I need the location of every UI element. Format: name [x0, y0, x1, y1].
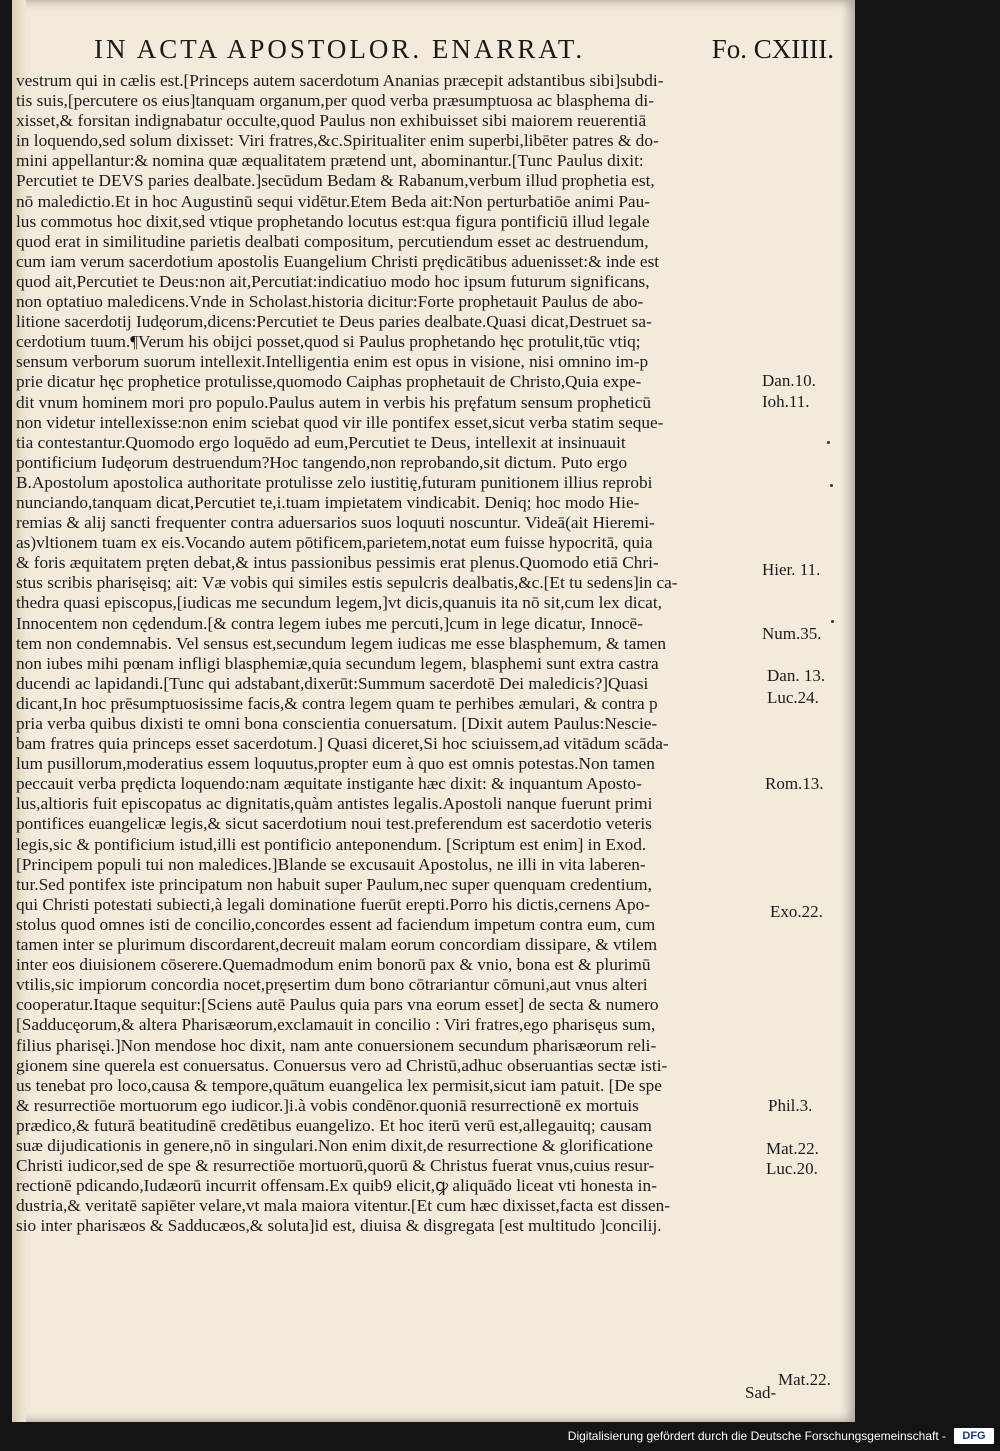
margin-note: Num.35. [762, 624, 822, 643]
dfg-logo: DFG [954, 1428, 994, 1444]
text-line: [Sadducęorum,& altera Pharisæorum,exclamauit in concilio : Viri fratres,ego pharisęus sum, [16, 1015, 656, 1035]
margin-note: Rom.13. [765, 774, 824, 793]
text-line: bam fratres quia princeps esset sacerdotum.] Quasi diceret,Si hoc sciuissem,ad vitādum scāda- [16, 734, 669, 754]
text-line: tur.Sed pontifex iste principatum non habuit super Paulum,nec super quenquam credentium, [16, 874, 652, 894]
running-title: IN ACTA APOSTOLOR. ENARRAT. [94, 34, 586, 64]
text-line: litione sacerdotij Iudęorum,dicens:Percutiet te Deus paries dealbate.Quasi dicat,Destruet sa- [16, 312, 652, 332]
catchword: Sad- [745, 1383, 777, 1402]
text-line: prædico,& futurā beatitudinē credētibus euangelizo. Et hoc iterū verū est,allegauitq; causam [16, 1115, 652, 1135]
running-header [94, 34, 834, 70]
text-line: sio inter pharisæos & Sadducæos,& soluta]id est, diuisa & disgregata [est multitudo ]concilij. [16, 1216, 662, 1236]
margin-note: Exo.22. [770, 902, 823, 921]
text-line: cerdotium tuum.¶Verum his obijci posset,quod si Paulus prophetando hęc protulit,tūc vtiq; [16, 332, 641, 352]
text-line: pontificium Iudęorum destruendum?Hoc tangendo,non reprobando,sit dictum. Puto ergo [16, 452, 628, 472]
text-line: inter eos diuisionem cōserere.Quemadmodum enim bonorū pax & vnio, bona est & plurimū [16, 955, 651, 975]
text-line: stus scribis pharisęisq; ait: Væ vobis qui similes estis sepulcris dealbatis,&c.[Et tu sedens]in ca- [16, 573, 678, 593]
margin-note: Ioh.11. [762, 392, 810, 411]
text-line: sensum verborum suorum intellexit.Intelligentia enim est opus in visione, nisi omnino im-p [16, 352, 649, 372]
paper-speck [830, 484, 833, 487]
text-line: non optatiuo maledicens.Vnde in Scholast.historia dicitur:Forte prophetauit Paulus de abo- [16, 292, 644, 312]
text-line: xisset,& forsitan indignabatur occulte,quod Paulus non exhibuisset sibi maiorem reuerentiā [16, 111, 647, 131]
text-line: remias & alij sancti frequenter contra aduersarios suos loquuti noscuntur. Videā(ait Hieremi- [16, 513, 655, 533]
text-line: rectionē pdicando,Iudæorū incurrit offensam.Ex quib9 elicit,ꝙ aliquādo liceat vti honesta in- [16, 1176, 657, 1196]
text-line: nō maledictio.Et in hoc Augustinū sequi vidētur.Etem Beda ait:Non perturbatiōe animi Pau- [16, 191, 650, 211]
paper-speck [827, 441, 830, 444]
margin-note: Mat.22. [778, 1370, 831, 1389]
text-line: quod erat in similitudine parietis dealbati compositum, percutiendum esset ac destruendum, [16, 231, 649, 251]
body-text [16, 71, 768, 1236]
book-page [12, 0, 855, 1422]
margin-note: Dan. 13. [767, 666, 826, 685]
text-line: pria verba quibus dixisti te omni bona conscientia conuersatum. [Dixit autem Paulus:Nescie- [16, 714, 658, 733]
margin-note: Dan.10. [762, 371, 816, 390]
text-line: dit vnum hominem mori pro populo.Paulus autem in verbis his pręfatum sensum propheticū [16, 392, 652, 412]
text-line: tamen inter se plurimum discordarent,decreuit malam eorum concordiam dissipare, & vtilem [16, 935, 658, 955]
text-line: [Principem populi tui non maledices.]Blande se excusauit Apostolus, ne illi in vita laberen- [16, 854, 646, 874]
text-line: us tenebat pro loco,causa & tempore,quātum euangelica lex permisit,sicut iam patuit. [De spe [16, 1075, 662, 1095]
margin-note: Luc.24. [767, 688, 819, 707]
text-line: Innocentem non cędendum.[& contra legem iubes me percuti,]cum in lege dicatur, Innocē- [16, 613, 643, 633]
margin-note: Luc.20. [766, 1159, 818, 1178]
folio-number: Fo. CXIIII. [711, 34, 834, 64]
paper-speck [831, 620, 834, 623]
text-line: prie dicatur hęc prophetice protulisse,quomodo Caiphas prophetauit de Christo,Quia expe- [16, 372, 642, 392]
text-line: thedra quasi episcopus,[iudicas me secundum legem,]vt dicis,quanuis ita nō sit,cum lex dicat, [16, 593, 662, 613]
text-line: filius pharisęi.]Non mendose hoc dixit, nam ante conuersionem secundum pharisæorum reli- [16, 1035, 657, 1055]
footer-bar [0, 1422, 1000, 1451]
text-line: mini appellantur:& nomina quæ æqualitatem prætend unt, abominantur.[Tunc Paulus dixit: [16, 151, 644, 171]
text-line: gionem sine querela est conuersatus. Conuersus vero ad Christū,adhuc obseruantias sectæ isti- [16, 1055, 668, 1075]
margin-note: Hier. 11. [762, 560, 821, 579]
text-line: tem non condemnabis. Vel sensus est,secundum legem iudicas me esse blasphemum, & tamen [16, 633, 666, 653]
text-line: suæ dijudicationis in genere,nō in singulari.Non enim dixit,de resurrectione & glorificatione [16, 1135, 653, 1155]
text-line: pontifices euangelicæ legis,& sicut sacerdotium noui test.preferendum est sacerdotio veteris [16, 814, 652, 834]
text-line: & foris æquitatem pręten debat,& intus passionibus pessimis erat plenus.Quomodo etiā Chri- [16, 553, 659, 573]
text-line: cum iam verum sacerdotium apostolis Euangelium Christi prędicātibus aduenisset:& inde est [16, 251, 660, 271]
text-line: tis suis,[percutere os eius]tanquam organum,per quod verba præsumptuosa ac blasphema di- [16, 91, 654, 111]
text-line: ducendi ac lapidandi.[Tunc qui adstabant,dixerūt:Summum sacerdotē Dei maledicis?]Quasi [16, 673, 649, 693]
text-line: lus,altioris fuit episcopatus ac dignitatis,quàm antistes legalis.Apostoli nanque fuerunt primi [16, 794, 653, 814]
margin-note: Mat.22. [766, 1139, 819, 1158]
margin-note: Phil.3. [768, 1096, 813, 1115]
text-line: quod ait,Percutiet te Deus:non ait,Percutiat:indicatiuo modo hoc ipsum futurum significans, [16, 271, 650, 291]
text-line: as)vltionem tuam ex eis.Vocando autem pōtificem,parietem,notat eum fuisse hypocritā, quia [16, 533, 653, 553]
text-line: & resurrectiōe mortuorum ego iudicor.]i.à vobis condēnor.quoniā resurrectionē ex mortuis [16, 1095, 639, 1115]
text-line: dicant,In hoc prēsumptuosissime facis,& contra legem quam te perhibes æmulari, & contra p [16, 693, 658, 713]
text-line: dustria,& veritatē sapiēter velare,vt mala maiora vitentur.[Et cum hæc dixisset,facta est dissen- [16, 1196, 671, 1216]
text-line: Percutiet te DEVS paries dealbate.]secūdum Bedam & Rabanum,verbum illud prophetia est, [16, 171, 655, 191]
text-line: non videtur intellexisse:non enim sciebat quod vir ille pontifex esset,sicut verba statim seque- [16, 412, 664, 432]
text-line: cooperatur.Itaque sequitur:[Sciens autē Paulus quia pars vna eorum esset] de secta & numero [16, 995, 659, 1015]
text-line: in loquendo,sed solum dixisset: Viri fratres,&c.Spiritualiter enim superbi,libēter patres & do- [16, 131, 659, 151]
text-line: stolus quod omnes isti de concilio,concordes essent ad faciendum impetum contra eum, cum [16, 914, 656, 934]
text-line: Christi iudicor,sed de spe & resurrectiōe mortuorū,quorū & Christus fuerat vnus,cuius resur- [16, 1156, 655, 1176]
text-line: legis,sic & pontificium istud,illi est pontificio anteponendum. [Scriptum est enim] in Exod. [16, 834, 647, 854]
text-line: vestrum qui in cælis est.[Princeps autem sacerdotum Ananias præcepit adstantibus sibi]subdi- [16, 71, 664, 90]
text-line: non iubes mihi pœnam infligi blasphemiæ,quia secundum legem, blasphemi sunt extra castra [16, 653, 659, 673]
text-line: lus commotus hoc dixit,sed vtique prophetando locutus est:qua figura pontificiū illud legale [16, 211, 650, 231]
text-line: B.Apostolum apostolica authoritate protulisse zelo iustitię,futuram punitionem illius reprobi [16, 472, 653, 492]
text-line: qui Christi potestati subiecti,à legali dominatione fuerūt erepti.Porro his dictis,cernens Apo- [16, 894, 650, 914]
text-line: nunciando,tanquam dicat,Percutiet te,i.tuam impietatem vindicabit. Deniq; hoc modo Hie- [16, 492, 640, 512]
text-line: peccauit verba prędicta loquendo:nam æquitate instigante hæc dixit: & inquantum Aposto- [16, 774, 642, 794]
text-line: vtilis,sic impiorum concordia nocet,pręsertim dum bono cōtrariantur cōmuni,aut vnus alteri [16, 975, 648, 995]
funding-notice: Digitalisierung gefördert durch die Deutsche Forschungsgemeinschaft - [567, 1429, 946, 1443]
text-line: tia contestantur.Quomodo ergo loquēdo ad eum,Percutiet te Deus, intellexit at insinuauit [16, 432, 626, 452]
text-line: lum pusillorum,moderatius essem loquutus,propter eum à quo est omnis potestas.Non tamen [16, 754, 655, 774]
